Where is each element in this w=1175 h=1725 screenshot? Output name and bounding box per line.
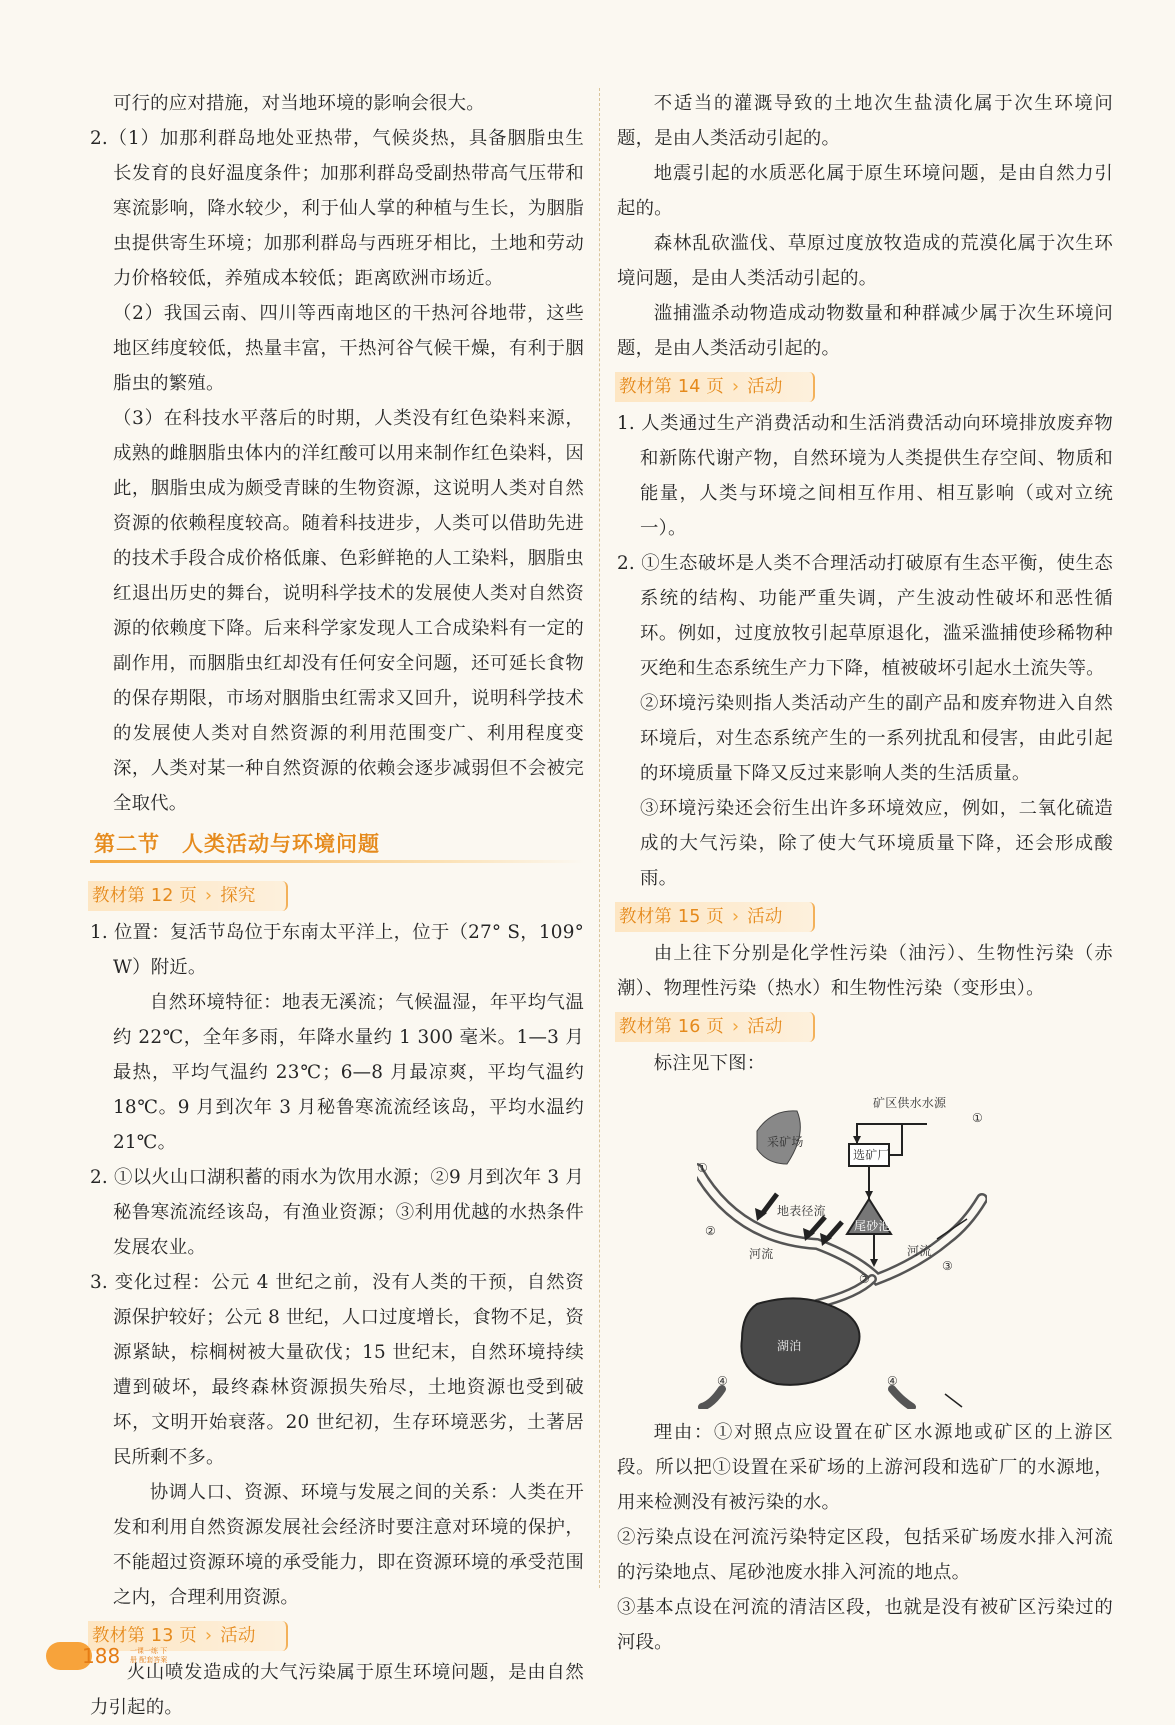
answer-3-relation: 协调人口、资源、环境与发展之间的关系：人类在开发和利用自然资源发展社会经济时要注意对环境的保护，不能超过资源环境的承受能力，即在资源环境的承受范围之内，合理利用资源。 bbox=[113, 1482, 584, 1608]
answer-1: 1. 人类通过生产消费活动和生活消费活动向环境排放废弃物和新陈代谢产物，自然环境为人类提供生存空间、物质和能量，人类与环境之间相互作用、相互影响（或对立统一）。 bbox=[617, 413, 1113, 539]
answer-2: 2. ①生态破坏是人类不合理活动打破原有生态平衡，使生态系统的结构、功能严重失调，产生波动性破坏和恶性循环。例如，过度放牧引起草原退化，滥采滥捕使珍稀物种灭绝和生态系统生产力下降，植被破坏引起水土流失等。 bbox=[617, 553, 1113, 679]
answer-2-b: ②环境污染则指人类活动产生的副产品和废弃物进入自然环境后，对生态系统产生的一系列扰乱和侵害，由此引起的环境质量下降又反过来影响人类的生活质量。 bbox=[640, 693, 1113, 784]
paragraph: 理由：①对照点应设置在矿区水源地或矿区的上游区段。所以把①设置在采矿场的上游河段和选矿厂的水源地，用来检测没有被污染的水。 bbox=[617, 1422, 1113, 1513]
answer-2: 2.（1）加那利群岛地处亚热带，气候炎热，具备胭脂虫生长发育的良好温度条件；加那利群岛受副热带高气压带和寒流影响，降水较少，利于仙人掌的种植与生长，为胭脂虫提供寄生环境；加那利群岛与西班牙相比，土地和劳动力价格较低，养殖成本较低；距离欧洲市场近。 bbox=[90, 128, 584, 289]
chevron-right-icon: › bbox=[205, 1626, 213, 1646]
paragraph: 可行的应对措施，对当地环境的影响会很大。 bbox=[113, 93, 485, 114]
section-heading bbox=[90, 823, 584, 869]
label-river: 河流 bbox=[749, 1247, 774, 1261]
answer-3: 3. 变化过程：公元 4 世纪之前，没有人类的干预，自然资源保护较好；公元 8 世纪，人口过度增长，食物不足，资源紧缺，棕榈树被大量砍伐；15 世纪末，自然环境持续遭到破坏，最终森林资源损失殆尽，土地资源也受到破坏，文明开始衰落。20 世纪初，生存环境恶劣，土著居民所剩不多。 bbox=[90, 1272, 584, 1468]
paragraph: 标注见下图： bbox=[653, 1053, 766, 1074]
paragraph: 森林乱砍滥伐、草原过度放牧造成的荒漠化属于次生环境问题，是由人类活动引起的。 bbox=[617, 233, 1113, 289]
paragraph: 地震引起的水质恶化属于原生环境问题，是由自然力引起的。 bbox=[617, 163, 1113, 219]
tag-page-12: 教材第 12 页 › 探究 bbox=[88, 881, 288, 911]
answer-2-2: （2）我国云南、四川等西南地区的干热河谷地带，这些地区纬度较低，热量丰富，干热河谷气候干燥，有利于胭脂虫的繁殖。 bbox=[113, 303, 584, 394]
marker: ④ bbox=[717, 1374, 728, 1388]
marker: ④ bbox=[887, 1374, 898, 1388]
page-footer bbox=[46, 1640, 176, 1674]
marker: ② bbox=[859, 1272, 870, 1286]
answer-1: 1. 位置：复活节岛位于东南太平洋上，位于（27° S，109° W）附近。 bbox=[90, 922, 584, 978]
tag-page-13: 教材第 13 页 › 活动 bbox=[88, 1621, 288, 1651]
paragraph: 火山喷发造成的大气污染属于原生环境问题，是由自然力引起的。 bbox=[90, 1662, 584, 1718]
chevron-right-icon: › bbox=[732, 377, 740, 397]
paragraph: 由上往下分别是化学性污染（油污）、生物性污染（赤潮）、物理性污染（热水）和生物性污染（变形虫）。 bbox=[617, 943, 1113, 999]
label-plant: 选矿厂 bbox=[853, 1148, 890, 1162]
section-underline bbox=[90, 860, 584, 863]
marker: ② bbox=[705, 1224, 716, 1238]
label-lake: 湖泊 bbox=[777, 1339, 802, 1353]
marker: ① bbox=[972, 1111, 983, 1125]
tag-page-16: 教材第 16 页 › 活动 bbox=[615, 1012, 815, 1042]
marker: ① bbox=[697, 1161, 708, 1175]
label-runoff: 地表径流 bbox=[777, 1204, 826, 1218]
diagram-drawing bbox=[697, 1089, 987, 1409]
left-column bbox=[90, 86, 584, 1725]
tag-page-15: 教材第 15 页 › 活动 bbox=[615, 902, 815, 932]
label-river: 河流 bbox=[907, 1244, 932, 1258]
right-column bbox=[617, 86, 1113, 1660]
label-mine: 采矿场 bbox=[767, 1135, 804, 1149]
chevron-right-icon: › bbox=[205, 886, 213, 906]
paragraph: ③基本点设在河流的清洁区段，也就是没有被矿区污染过的河段。 bbox=[617, 1597, 1113, 1653]
label-water-source: 矿区供水水源 bbox=[873, 1096, 947, 1110]
marker: ③ bbox=[942, 1259, 953, 1273]
answer-2-c: ③环境污染还会衍生出许多环境效应，例如，二氧化硫造成的大气污染，除了使大气环境质量下降，还会形成酸雨。 bbox=[640, 798, 1113, 889]
mining-pollution-diagram bbox=[697, 1089, 987, 1409]
section-title: 第二节 人类活动与环境问题 bbox=[94, 832, 380, 856]
footer-mini-text: 一课一练 下册 配套答案 bbox=[130, 1647, 168, 1664]
label-tailings: 尾砂池 bbox=[854, 1219, 891, 1233]
paragraph: 滥捕滥杀动物造成动物数量和种群减少属于次生环境问题，是由人类活动引起的。 bbox=[617, 303, 1113, 359]
page-number: 188 bbox=[82, 1644, 121, 1668]
answer-2-island: 2. ①以火山口湖积蓄的雨水为饮用水源；②9 月到次年 3 月秘鲁寒流流经该岛，有渔业资源；③利用优越的水热条件发展农业。 bbox=[90, 1167, 584, 1258]
paragraph: 不适当的灌溉导致的土地次生盐渍化属于次生环境问题，是由人类活动引起的。 bbox=[617, 93, 1113, 149]
tag-page-14: 教材第 14 页 › 活动 bbox=[615, 372, 815, 402]
paragraph: ②污染点设在河流污染特定区段，包括采矿场废水排入河流的污染地点、尾砂池废水排入河流的地点。 bbox=[617, 1527, 1113, 1583]
column-divider bbox=[599, 88, 600, 1588]
answer-2-3: （3）在科技水平落后的时期，人类没有红色染料来源，成熟的雌胭脂虫体内的洋红酸可以用来制作红色染料，因此，胭脂虫成为颇受青睐的生物资源，这说明人类对自然资源的依赖程度较高。随着科技进步，人类可以借助先进的技术手段合成价格低廉、色彩鲜艳的人工染料，胭脂虫红退出历史的舞台，说明科学技术的发展使人类对自然资源的依赖度下降。后来科学家发现人工合成染料有一定的副作用，而胭脂虫红却没有任何安全问题，还可延长食物的保存期限，市场对胭脂虫红需求又回升，说明科学技术的发展使人类对自然资源的利用范围变广、利用程度变深，人类对某一种自然资源的依赖会逐步减弱但不会被完全取代。 bbox=[113, 408, 584, 814]
chevron-right-icon: › bbox=[732, 1017, 740, 1037]
answer-1-features: 自然环境特征：地表无溪流；气候温湿，年平均气温约 22℃，全年多雨，年降水量约 1 300 毫米。1—3 月最热，平均气温约 23℃；6—8 月最凉爽，平均气温约 18℃。9 月到次年 3 月秘鲁寒流流经该岛，平均水温约 21℃。 bbox=[113, 992, 584, 1153]
chevron-right-icon: › bbox=[732, 907, 740, 927]
